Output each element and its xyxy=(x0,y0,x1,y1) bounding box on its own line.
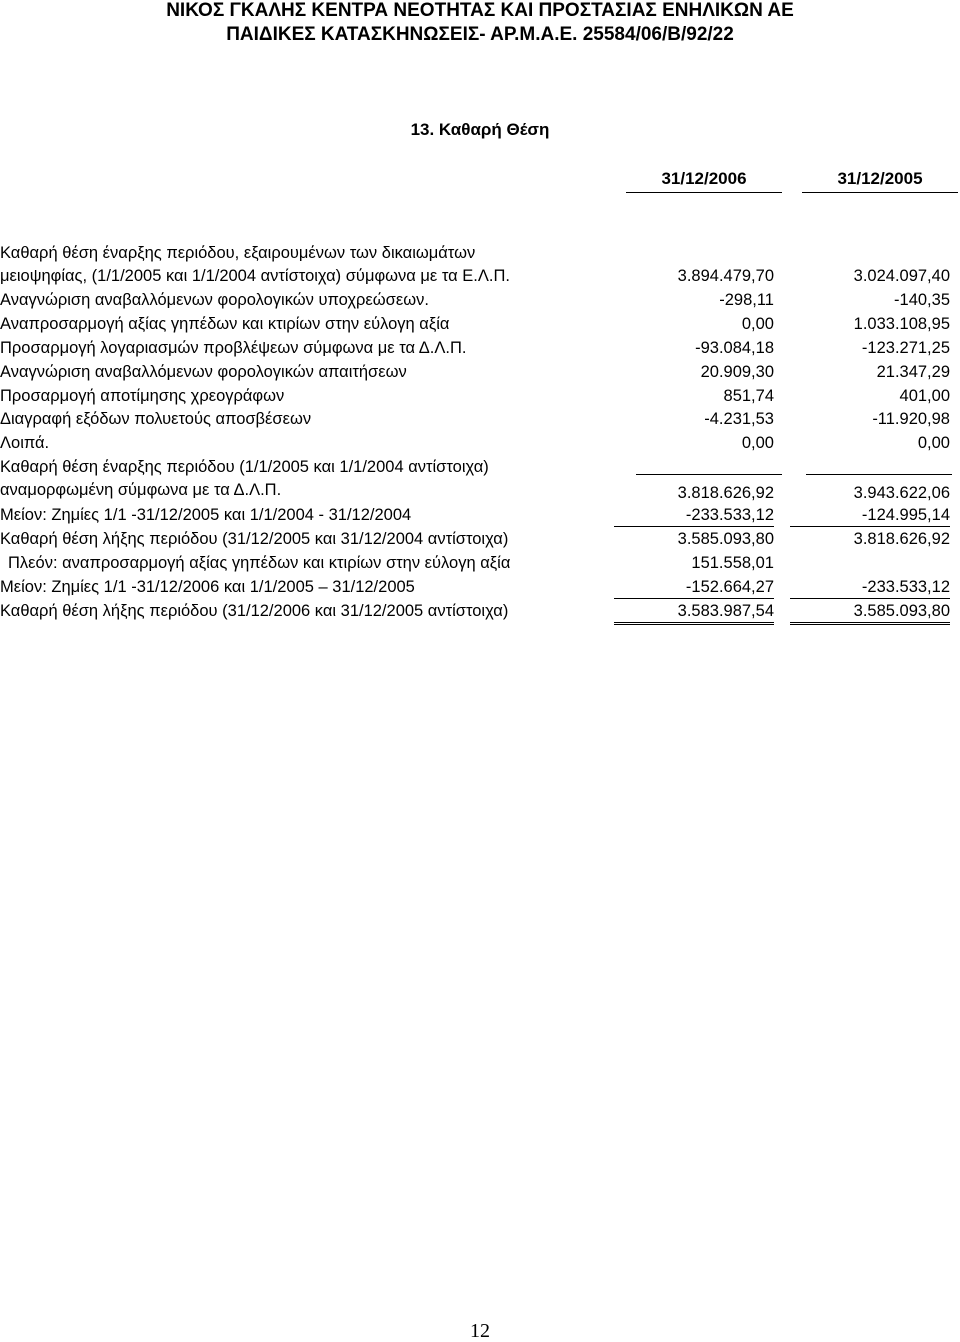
value-2005: 21.347,29 xyxy=(876,363,950,381)
row-label: Πλεόν: αναπροσαρμογή αξίας γηπέδων και κτιρίων στην εύλογη αξία xyxy=(8,554,511,572)
row-label: Λοιπά. xyxy=(0,434,50,452)
section-title: 13. Καθαρή Θέση xyxy=(410,120,550,139)
row-label: μειοψηφίας, (1/1/2005 και 1/1/2004 αντίστοιχα) σύμφωνα με τα Ε.Λ.Π. xyxy=(0,267,510,285)
row-label: Προσαρμογή αποτίμησης χρεογράφων xyxy=(0,387,285,405)
value-2006: 0,00 xyxy=(741,315,774,333)
value-2006: 20.909,30 xyxy=(700,363,774,381)
row-label: Αναγνώριση αναβαλλόμενων φορολογικών υποχρεώσεων. xyxy=(0,291,429,309)
row-label: Διαγραφή εξόδων πολυετούς αποσβέσεων xyxy=(0,410,312,428)
value-2005: 401,00 xyxy=(899,387,950,405)
value-2006: 151.558,01 xyxy=(691,554,774,572)
value-2005: 3.024.097,40 xyxy=(853,267,950,285)
company-name-heading: ΝΙΚΟΣ ΓΚΑΛΗΣ ΚΕΝΤΡΑ ΝΕΟΤΗΤΑΣ ΚΑΙ ΠΡΟΣΤΑΣΙΑΣ ΕΝΗΛΙΚΩΝ ΑΕ xyxy=(166,0,794,21)
value-2006: 3.583.987,54 xyxy=(614,600,774,625)
page-number: 12 xyxy=(470,1320,490,1342)
value-2005 xyxy=(790,552,950,574)
row-label: Καθαρή θέση έναρξης περιόδου, εξαιρουμένων των δικαιωμάτων xyxy=(0,244,476,262)
row-label: Καθαρή θέση λήξης περιόδου (31/12/2005 και 31/12/2004 αντίστοιχα) xyxy=(0,530,509,548)
row-label: Αναγνώριση αναβαλλόμενων φορολογικών απαιτήσεων xyxy=(0,363,407,381)
value-2005: 3.943.622,06 xyxy=(853,484,950,502)
row-label: αναμορφωμένη σύμφωνα με τα Δ.Λ.Π. xyxy=(0,481,282,499)
value-2005: -11.920,98 xyxy=(872,410,950,428)
value-2006: -4.231,53 xyxy=(704,410,774,428)
value-2005: 3.818.626,92 xyxy=(853,530,950,548)
subtotal-rule-2005 xyxy=(806,474,952,475)
value-2006: -152.664,27 xyxy=(614,576,774,599)
row-label: Καθαρή θέση λήξης περιόδου (31/12/2006 και 31/12/2005 αντίστοιχα) xyxy=(0,602,509,620)
row-label: Αναπροσαρμογή αξίας γηπέδων και κτιρίων στην εύλογη αξία xyxy=(0,315,450,333)
value-2005: -124.995,14 xyxy=(790,504,950,527)
row-label: Μείον: Ζημίες 1/1 -31/12/2005 και 1/1/2004 - 31/12/2004 xyxy=(0,506,412,524)
value-2006: 3.894.479,70 xyxy=(677,267,774,285)
value-2005: 0,00 xyxy=(917,434,950,452)
value-2005: -140,35 xyxy=(894,291,950,309)
company-registration-heading: ΠΑΙΔΙΚΕΣ ΚΑΤΑΣΚΗΝΩΣΕΙΣ- ΑΡ.Μ.Α.Ε. 25584/06/Β/92/22 xyxy=(226,24,734,45)
value-2006: 3.585.093,80 xyxy=(677,530,774,548)
value-2005: 1.033.108,95 xyxy=(853,315,950,333)
subtotal-rule-2006 xyxy=(636,474,782,475)
value-2006: -298,11 xyxy=(719,291,774,309)
column-header-2005: 31/12/2005 xyxy=(802,169,958,193)
row-label: Καθαρή θέση έναρξης περιόδου (1/1/2005 και 1/1/2004 αντίστοιχα) xyxy=(0,458,489,476)
value-2005: 3.585.093,80 xyxy=(790,600,950,625)
value-2006: -233.533,12 xyxy=(614,504,774,527)
value-2005: -123.271,25 xyxy=(861,339,950,357)
value-2006: 3.818.626,92 xyxy=(677,484,774,502)
value-2006: 851,74 xyxy=(723,387,774,405)
value-2005: -233.533,12 xyxy=(790,576,950,599)
value-2006: -93.084,18 xyxy=(695,339,774,357)
column-header-2006: 31/12/2006 xyxy=(626,169,782,193)
value-2006: 0,00 xyxy=(741,434,774,452)
row-label: Μείον: Ζημίες 1/1 -31/12/2006 και 1/1/2005 – 31/12/2005 xyxy=(0,578,415,596)
row-label: Προσαρμογή λογαριασμών προβλέψεων σύμφωνα με τα Δ.Λ.Π. xyxy=(0,339,467,357)
